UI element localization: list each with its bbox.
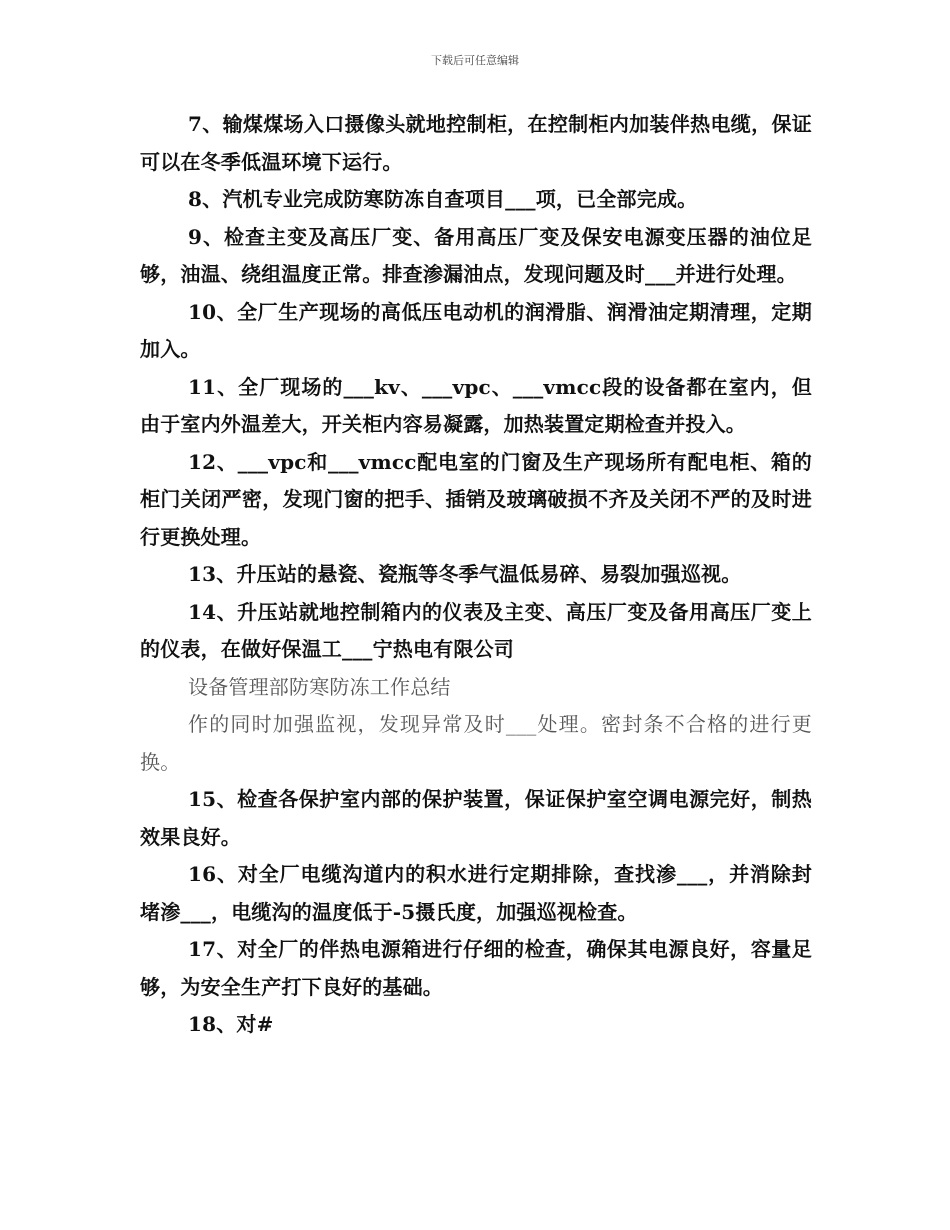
paragraph-item-18: 18、对# [188, 1012, 274, 1036]
paragraph-item-7: 7、输煤煤场入口摄像头就地控制柜，在控制柜内加装伴热电缆，保证可以在冬季低温环境下运行。 [140, 112, 812, 174]
paragraph-item-8: 8、汽机专业完成防寒防冻自查项目___项，已全部完成。 [188, 187, 698, 211]
paragraph-item-11: 11、全厂现场的___kv、___vpc、___vmcc段的设备都在室内，但由于室内外温差大，开关柜内容易凝露，加热装置定期检查并投入。 [140, 374, 812, 436]
paragraph-item-15: 15、检查各保护室内部的保护装置，保证保护室空调电源完好，制热效果良好。 [140, 787, 812, 849]
paragraph-item-12: 12、___vpc和___vmcc配电室的门窗及生产现场所有配电柜、箱的柜门关闭严密，发现门窗的把手、插销及玻璃破损不齐及关闭不严的及时进行更换处理。 [140, 449, 812, 549]
paragraph-item-16: 16、对全厂电缆沟道内的积水进行定期排除，查找渗___，并消除封堵渗___，电缆沟的温度低于-5摄氏度，加强巡视检查。 [140, 862, 812, 924]
paragraph-item-17: 17、对全厂的伴热电源箱进行仔细的检查，确保其电源良好，容量足够，为安全生产打下良好的基础。 [140, 937, 812, 999]
paragraph-item-9: 9、检查主变及高压厂变、备用高压厂变及保安电源变压器的油位足够，油温、绕组温度正常。排查渗漏油点，发现问题及时___并进行处理。 [140, 224, 812, 286]
section-title-overlay: 设备管理部防寒防冻工作总结 [188, 674, 451, 699]
paragraph-item-14: 14、升压站就地控制箱内的仪表及主变、高压厂变及备用高压厂变上的仪表，在做好保温工___宁热电有限公司 [140, 599, 812, 661]
page-header: 下载后可任意编辑 [431, 54, 519, 67]
document-body [140, 106, 812, 1044]
paragraph-item-10: 10、全厂生产现场的高低压电动机的润滑脂、润滑油定期清理，定期加入。 [140, 299, 812, 361]
paragraph-continuation: 作的同时加强监视，发现异常及时___处理。密封条不合格的进行更换。 [140, 712, 812, 774]
paragraph-item-13: 13、升压站的悬瓷、瓷瓶等冬季气温低易碎、易裂加强巡视。 [188, 562, 742, 586]
